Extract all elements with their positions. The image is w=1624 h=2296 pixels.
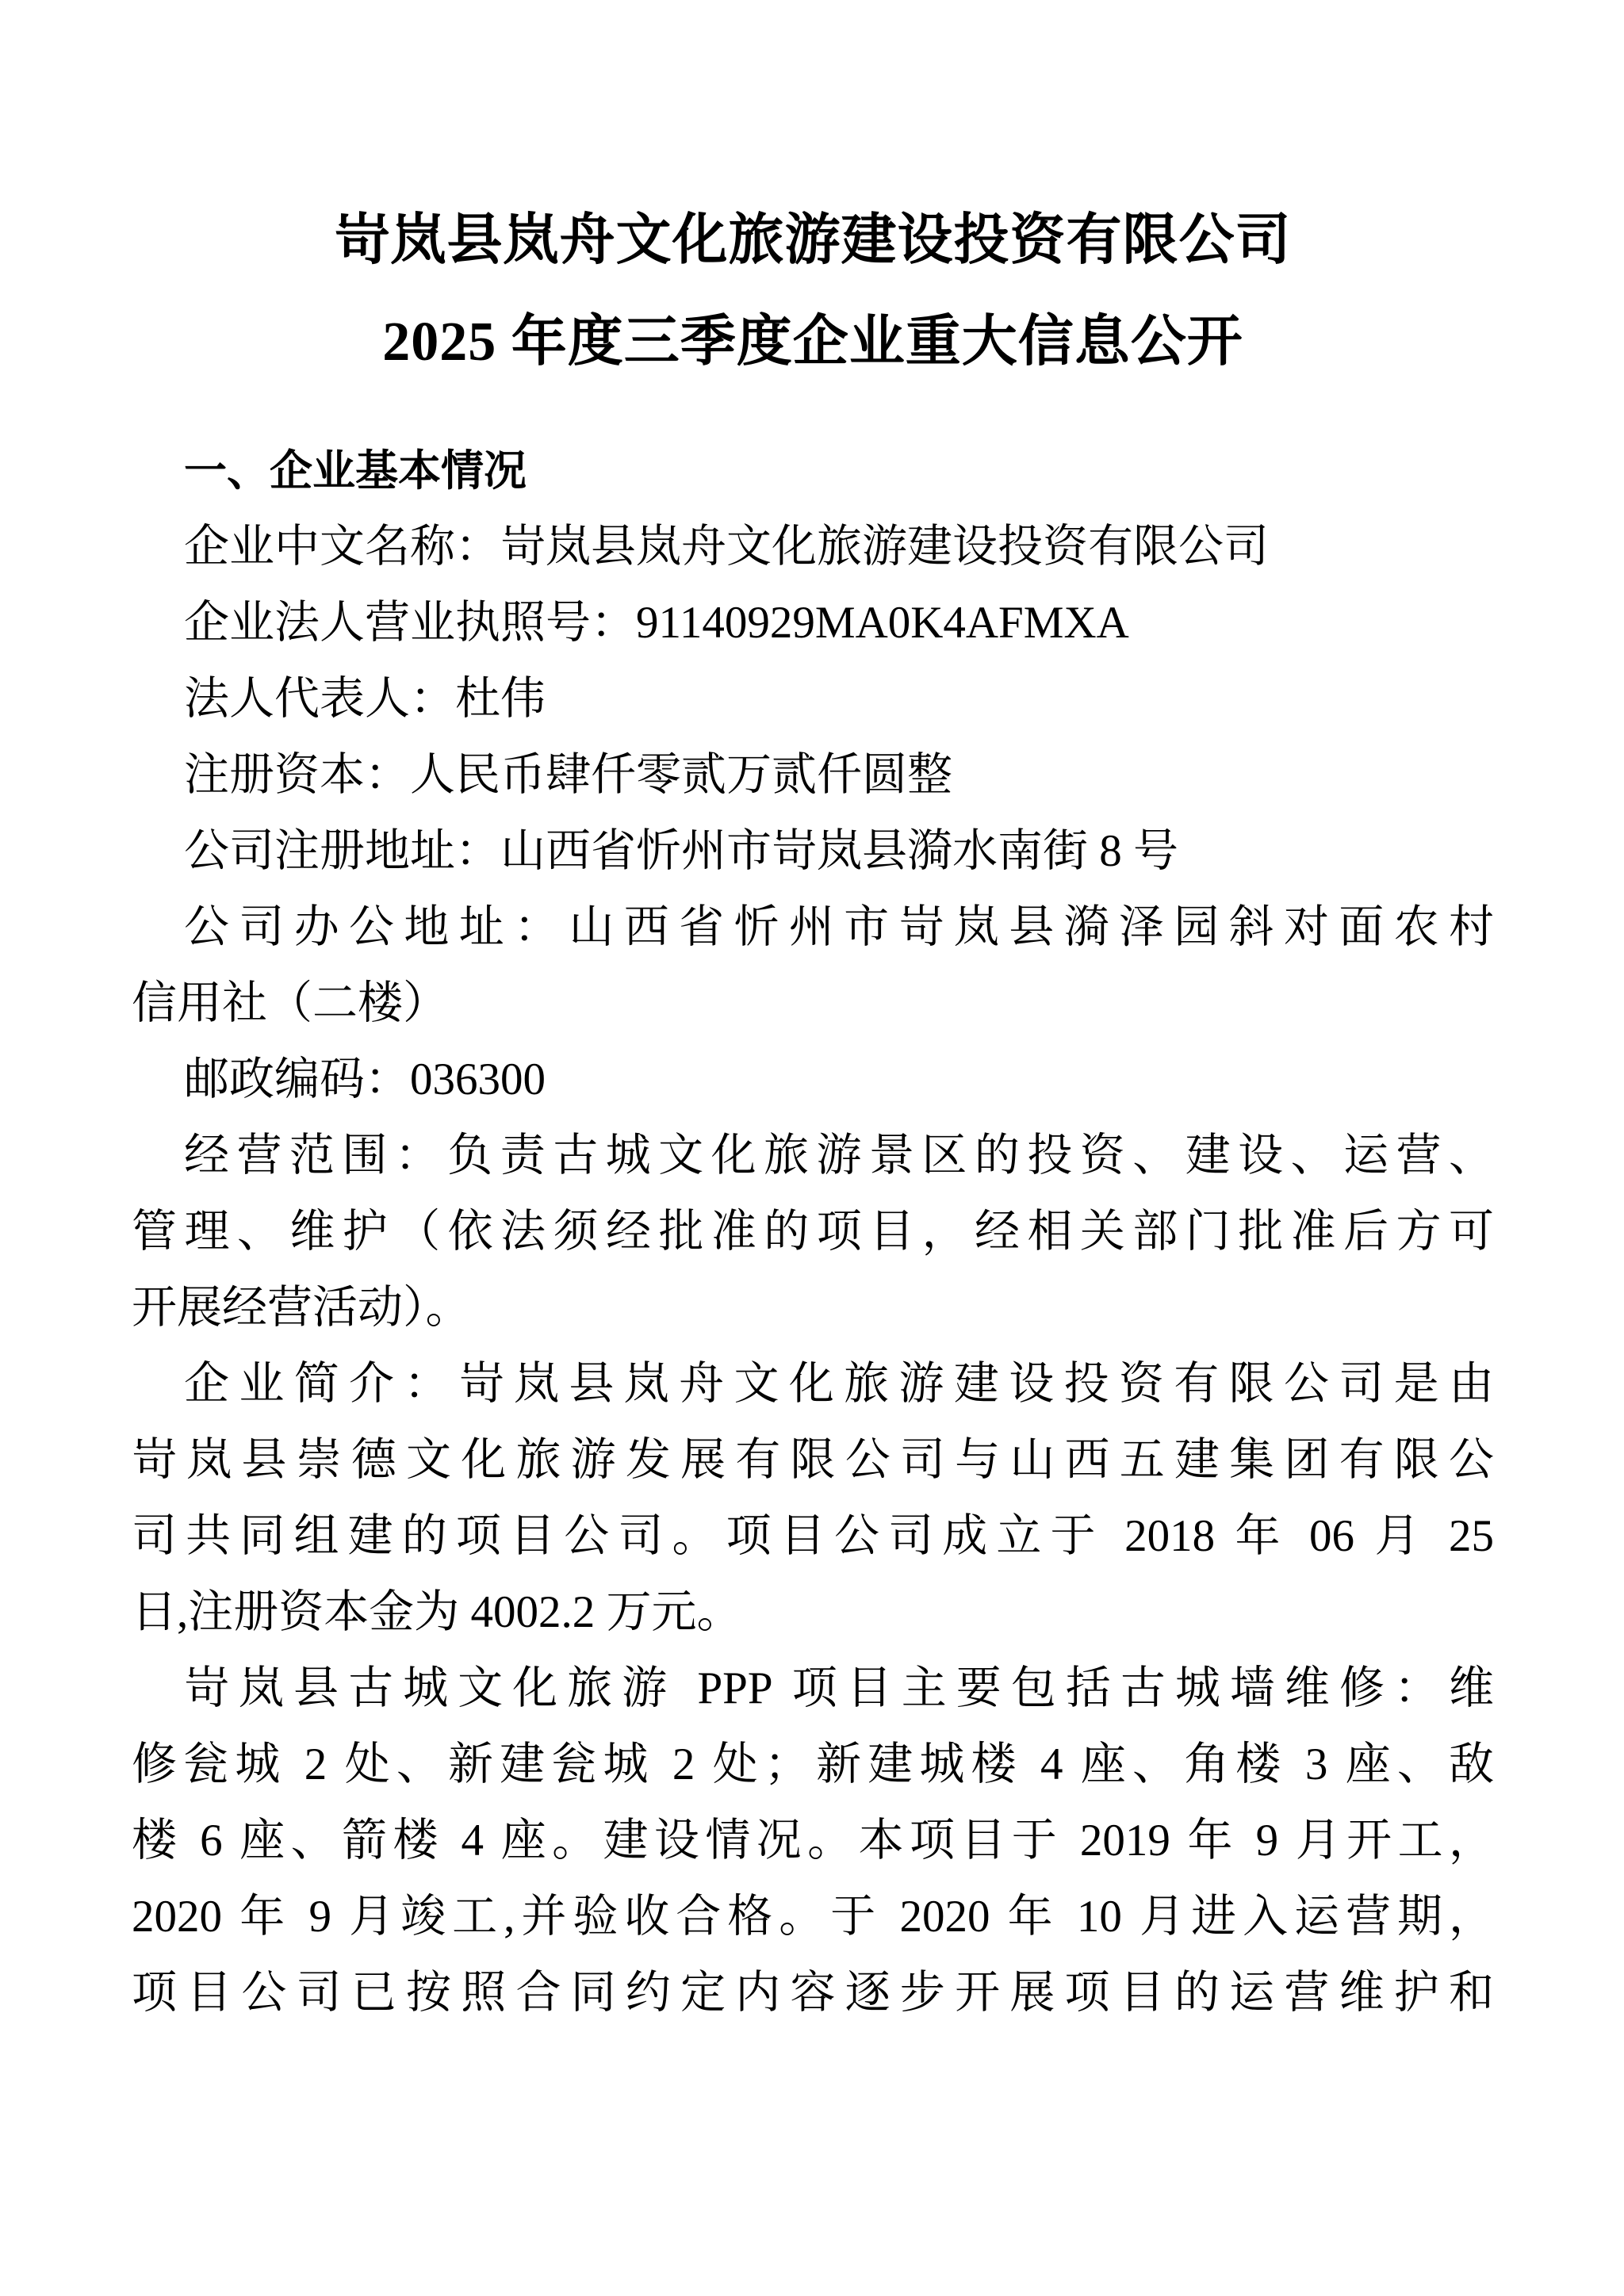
document-line: 司共同组建的项目公司。项目公司成立于 2018 年 06 月 25: [132, 1511, 1494, 1561]
document-line: 修瓮城 2 处、新建瓮城 2 处；新建城楼 4 座、角楼 3 座、敌: [132, 1739, 1494, 1789]
document-line: 经营范围：负责古城文化旅游景区的投资、建设、运营、: [184, 1131, 1494, 1181]
document-line: 企业中文名称：岢岚县岚舟文化旅游建设投资有限公司: [184, 522, 1269, 572]
document-line: 信用社（二楼）: [132, 978, 448, 1028]
page-title-line-1: 岢岚县岚舟文化旅游建设投资有限公司: [334, 210, 1292, 271]
page-title-line-2: 2025 年度三季度企业重大信息公开: [382, 312, 1243, 373]
document-line: 企业简介：岢岚县岚舟文化旅游建设投资有限公司是由: [184, 1359, 1494, 1409]
document-line: 开展经营活动）。: [132, 1283, 471, 1333]
document-line: 岢岚县古城文化旅游 PPP 项目主要包括古城墙维修：维: [184, 1663, 1494, 1713]
document-line: 邮政编码：036300: [184, 1054, 546, 1104]
document-line: 管理、维护（依法须经批准的项目，经相关部门批准后方可: [132, 1207, 1494, 1257]
document-line: 日,注册资本金为 4002.2 万元。: [132, 1587, 742, 1637]
document-line: 注册资本：人民币肆仟零贰万贰仟圆整: [184, 750, 952, 800]
document-body: [132, 509, 1494, 2031]
document-line: 法人代表人：杜伟: [184, 674, 546, 724]
document-title: [132, 190, 1494, 393]
document-line: 企业法人营业执照号：91140929MA0K4AFMXA: [184, 598, 1129, 648]
document-line: 公司办公地址：山西省忻州市岢岚县漪泽园斜对面农村: [184, 902, 1494, 952]
document-line: 公司注册地址：山西省忻州市岢岚县漪水南街 8 号: [184, 826, 1178, 876]
document-line: 2020 年 9 月竣工,并验收合格。于 2020 年 10 月进入运营期，: [132, 1892, 1494, 1942]
document-line: 项目公司已按照合同约定内容逐步开展项目的运营维护和: [132, 1968, 1494, 2018]
document-line: 岢岚县崇德文化旅游发展有限公司与山西五建集团有限公: [132, 1435, 1494, 1485]
document-line: 楼 6 座、箭楼 4 座。建设情况。本项目于 2019 年 9 月开工，: [132, 1816, 1494, 1866]
section-heading: 一、企业基本情况: [184, 447, 527, 495]
